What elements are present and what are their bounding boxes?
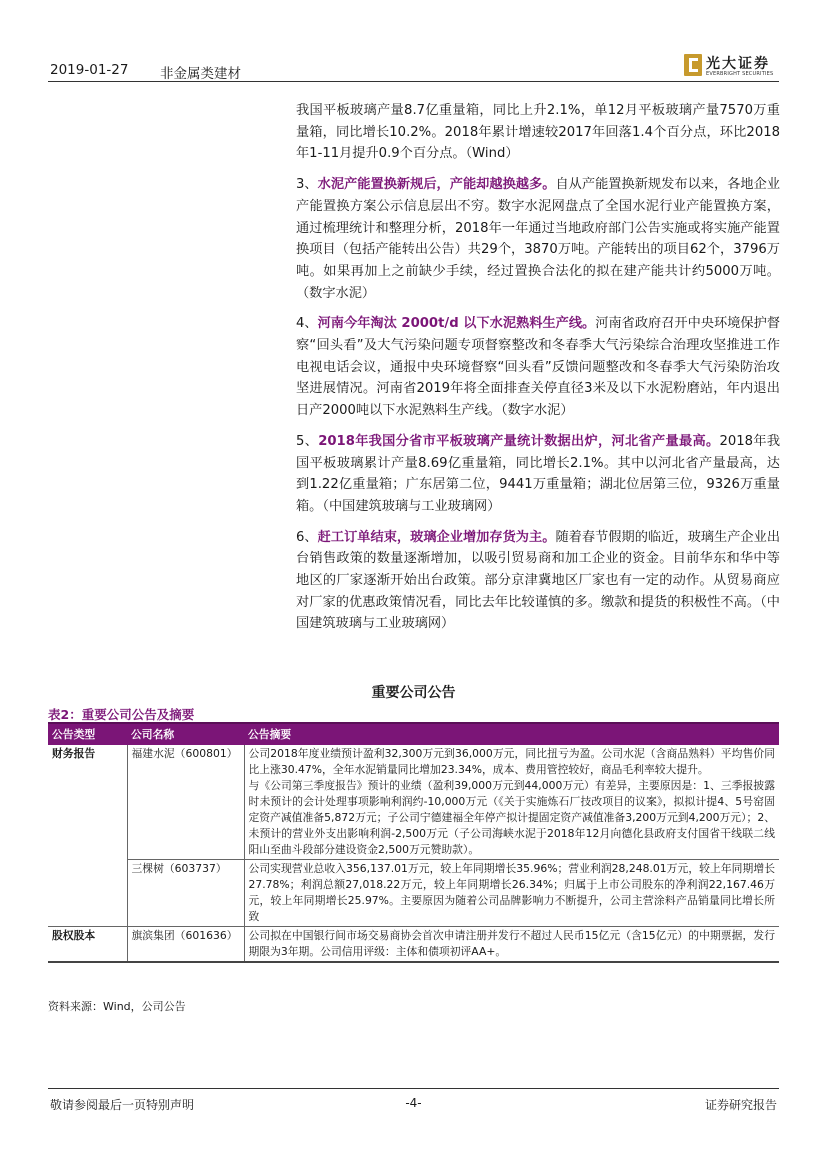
- cell-summary: 公司拟在中国银行间市场交易商协会首次申请注册并发行不超过人民币15亿元（含15亿元）的中期票据，发行期限为3年期。公司信用评级：主体和债项初评AA+。: [244, 927, 779, 963]
- body-text: [296, 100, 780, 635]
- announcement-table: [48, 722, 779, 963]
- page-number: -4-: [405, 1096, 422, 1110]
- cell-company: 三棵树（603737）: [127, 860, 244, 927]
- logo-mark-icon: [684, 54, 702, 76]
- logo-cn-text: 光大证券: [706, 56, 770, 72]
- item-headline: 水泥产能置换新规后，产能却越换越多。: [317, 177, 556, 193]
- cell-type: 财务报告: [48, 745, 127, 927]
- cell-summary: 公司实现营业总收入356,137.01万元，较上年同期增长35.96%；营业利润28,248.01万元，较上年同期增长27.78%；利润总额27,018.22万元，较上年同期增长26.34%；归属于上市公司股东的净利润22,167.46万元，较上年同期增长25.97%。主要原因为随着公司品牌影响力不断提升，公司主营涂料产品销量同比增长所致: [244, 860, 779, 927]
- item-text: 自从产能置换新规发布以来，各地企业产能置换方案公示信息层出不穷。数字水泥网盘点了全国水泥行业产能置换方案，通过梳理统计和整理分析，2018年一年通过当地政府部门公告实施或将实施产能置换项目（包括产能转出公告）共29个，3870万吨。产能转出的项目62个，3796万吨。如果再加上之前缺少手续，经过置换合法化的拟在建产能共计约5000万吨。（数字水泥）: [296, 177, 781, 301]
- page-footer: [48, 1088, 779, 1112]
- section-title: 重要公司公告: [371, 685, 456, 701]
- cell-type: 股权股本: [48, 927, 127, 963]
- item-headline: 2018年我国分省市平板玻璃产量统计数据出炉，河北省产量最高。: [318, 433, 720, 449]
- item-number: 3、: [296, 177, 318, 193]
- item-number: 6、: [296, 529, 318, 545]
- item-headline: 赶工订单结束，玻璃企业增加存货为主。: [317, 529, 556, 545]
- table-row: [48, 927, 779, 963]
- item-headline: 河南今年淘汰 2000t/d 以下水泥熟料生产线。: [317, 316, 596, 332]
- table-row: [48, 745, 779, 860]
- summary-paragraph: 公司2018年度业绩预计盈利32,300万元到36,000万元，同比扭亏为盈。公司水泥（含商品熟料）平均售价同比上涨30.47%，全年水泥销量同比增加23.34%，成本、费用管控较好，商品毛利率较大提升。: [248, 747, 775, 776]
- item-number: 4、: [296, 316, 318, 332]
- item-text: 河南省政府召开中央环境保护督察“回头看”及大气污染问题专项督察整改和冬春季大气污染综合治理攻坚推进工作电视电话会议，通报中央环境督察“回头看”反馈问题整改和冬春季大气污染防治攻坚进展情况。河南省2019年将全面排查关停直径3米及以下水泥粉磨站，年内退出日产2000吨以下水泥熟料生产线。（数字水泥）: [296, 316, 781, 419]
- report-date: 2019-01-27: [50, 62, 129, 78]
- table-header-row: [48, 723, 779, 745]
- col-header-summary: 公告摘要: [244, 723, 779, 745]
- table-row: [48, 860, 779, 927]
- logo-en-text: EVERBRIGHT SECURITIES: [706, 71, 774, 77]
- col-header-company: 公司名称: [127, 723, 244, 745]
- data-source-note: 资料来源：Wind，公司公告: [48, 1000, 186, 1013]
- cell-summary: [244, 745, 779, 860]
- item-text: 2018年我国平板玻璃累计产量8.69亿重量箱，同比增长2.1%。其中以河北省产量最高，达到1.22亿重量箱；广东居第二位，9441万重量箱；湖北位居第三位，9326万重量箱。（中国建筑玻璃与工业玻璃网）: [296, 433, 781, 514]
- news-item-6: [296, 527, 780, 636]
- cell-company: 福建水泥（600801）: [127, 745, 244, 860]
- report-category: 非金属类建材: [160, 66, 241, 82]
- disclaimer-note: 敬请参阅最后一页特别声明: [50, 1098, 195, 1112]
- news-item-4: [296, 313, 780, 422]
- col-header-type: 公告类型: [48, 723, 127, 745]
- cell-company: 旗滨集团（601636）: [127, 927, 244, 963]
- report-type: 证券研究报告: [704, 1098, 777, 1112]
- news-item-5: [296, 431, 780, 518]
- item-number: 5、: [296, 433, 319, 449]
- page-header: [48, 52, 779, 82]
- news-item-3: [296, 174, 780, 304]
- company-logo: [684, 52, 779, 80]
- paragraph-intro: 我国平板玻璃产量8.7亿重量箱，同比上升2.1%，单12月平板玻璃产量7570万重量箱，同比增长10.2%。2018年累计增速较2017年回落1.4个百分点，环比2018年1-11月提升0.9个百分点。（Wind）: [296, 103, 780, 162]
- item-text: 随着春节假期的临近，玻璃生产企业出台销售政策的数量逐渐增加，以吸引贸易商和加工企业的资金。目前华东和华中等地区的厂家逐渐开始出台政策。部分京津冀地区厂家也有一定的动作。从贸易商应对厂家的优惠政策情况看，同比去年比较谨慎的多。缴款和提货的积极性不高。（中国建筑玻璃与工业玻璃网）: [296, 529, 781, 632]
- table-title: 表2：重要公司公告及摘要: [48, 707, 195, 722]
- summary-paragraph: 与《公司第三季度报告》预计的业绩（盈利39,000万元到44,000万元）有差异，主要原因是：1、三季报披露时未预计的会计处理事项影响利润约-10,000万元（《关于实施炼石厂技改项目的议案》，拟拟计提4、5号窑固定资产减值准备5,872万元；子公司宁德建福全年停产拟计提固定资产减值准备3,200万元到4,200万元）；2、未预计的营业外支出影响利润-2,500万元（子公司海峡水泥于2018年12月向德化县政府支付国省干线联二线阳山至曲斗段部分建设资金2,500万元赞助款）。: [248, 779, 775, 856]
